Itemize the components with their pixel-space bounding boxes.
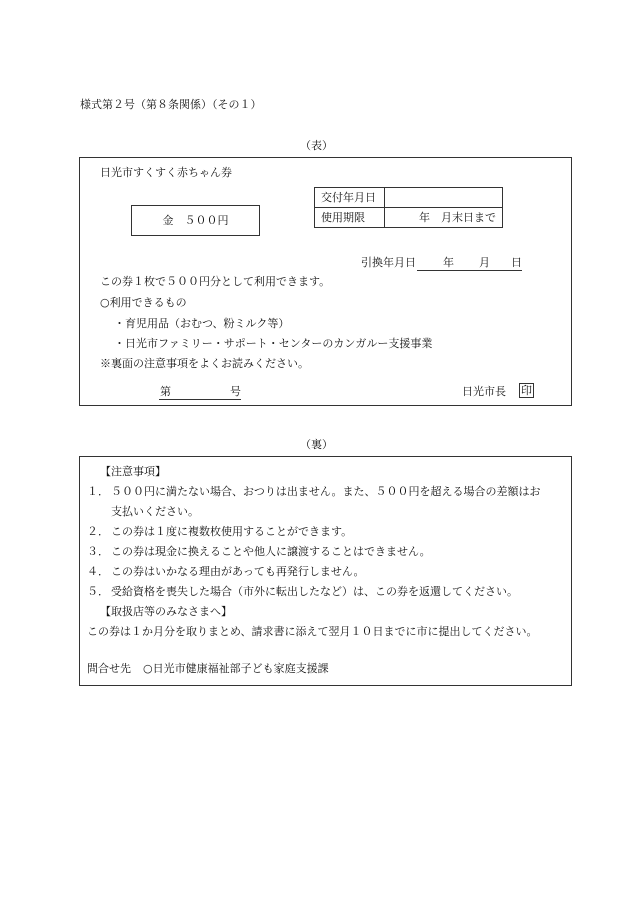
back-heading: （裏） xyxy=(300,438,333,451)
contact-value: ○日光市健康福祉部子ども家庭支援課 xyxy=(143,662,329,675)
notes-header: 【注意事項】 xyxy=(100,465,166,478)
front-heading: （表） xyxy=(300,139,333,152)
back-notice-box xyxy=(79,456,572,686)
exchange-day: 日 xyxy=(511,256,522,269)
exchange-date xyxy=(361,257,521,269)
exchange-year: 年 xyxy=(443,256,454,269)
expiry-row xyxy=(315,208,503,228)
note-number: ２． xyxy=(87,525,109,538)
usable-item: ・育児用品（おむつ、粉ミルク等） xyxy=(114,317,290,330)
store-note: この券は１か月分を取りまとめ、請求書に添えて翌月１０日までに市に提出してください。 xyxy=(87,625,538,638)
serial-suffix: 号 xyxy=(230,385,241,398)
expiry-label: 使用期限 xyxy=(315,208,385,228)
exchange-date-label: 引換年月日 xyxy=(361,256,416,269)
exchange-underline xyxy=(417,270,522,271)
amount-box xyxy=(131,205,260,236)
note-text: この券は現金に換えることや他人に譲渡することはできません。 xyxy=(111,545,431,558)
serial-prefix: 第 xyxy=(160,385,171,398)
note-text: この券はいかなる理由があっても再発行しません。 xyxy=(111,565,365,578)
store-header: 【取扱店等のみなさまへ】 xyxy=(100,605,232,618)
note-text: この券は１度に複数枚使用することができます。 xyxy=(111,525,353,538)
usage-note: この券１枚で５００円分として利用できます。 xyxy=(100,275,331,288)
contact-label: 問合せ先 xyxy=(87,662,131,675)
amount-text: 金 ５００円 xyxy=(162,214,229,227)
seal-stamp: 印 xyxy=(521,384,532,397)
exchange-date-line xyxy=(416,257,521,269)
expiry-value: 年 月末日まで xyxy=(385,208,503,228)
note-text: 支払いください。 xyxy=(111,505,199,518)
issue-date-row xyxy=(315,188,503,208)
issuer: 日光市長 xyxy=(462,385,506,398)
note-text: 受給資格を喪失した場合（市外に転出したなど）は、この券を返還してください。 xyxy=(111,585,518,598)
voucher-title: 日光市すくすく赤ちゃん券 xyxy=(100,166,232,179)
form-number: 様式第２号（第８条関係）（その１） xyxy=(80,98,262,111)
note-text: ５００円に満たない場合、おつりは出ません。また、５００円を超える場合の差額はお xyxy=(111,485,541,498)
back-notice: ※裏面の注意事項をよくお読みください。 xyxy=(100,357,309,370)
usable-header: ○利用できるもの xyxy=(100,296,187,309)
serial-underline xyxy=(159,399,241,400)
issue-date-value xyxy=(385,188,503,208)
note-number: ４． xyxy=(87,565,109,578)
exchange-month: 月 xyxy=(479,256,490,269)
issue-date-label: 交付年月日 xyxy=(315,188,385,208)
note-number: ３． xyxy=(87,545,109,558)
front-voucher-box xyxy=(79,157,572,406)
note-number: ５． xyxy=(87,585,109,598)
usable-item: ・日光市ファミリー・サポート・センターのカンガルー支援事業 xyxy=(114,337,433,350)
note-number: １． xyxy=(87,485,109,498)
info-table xyxy=(314,187,503,228)
